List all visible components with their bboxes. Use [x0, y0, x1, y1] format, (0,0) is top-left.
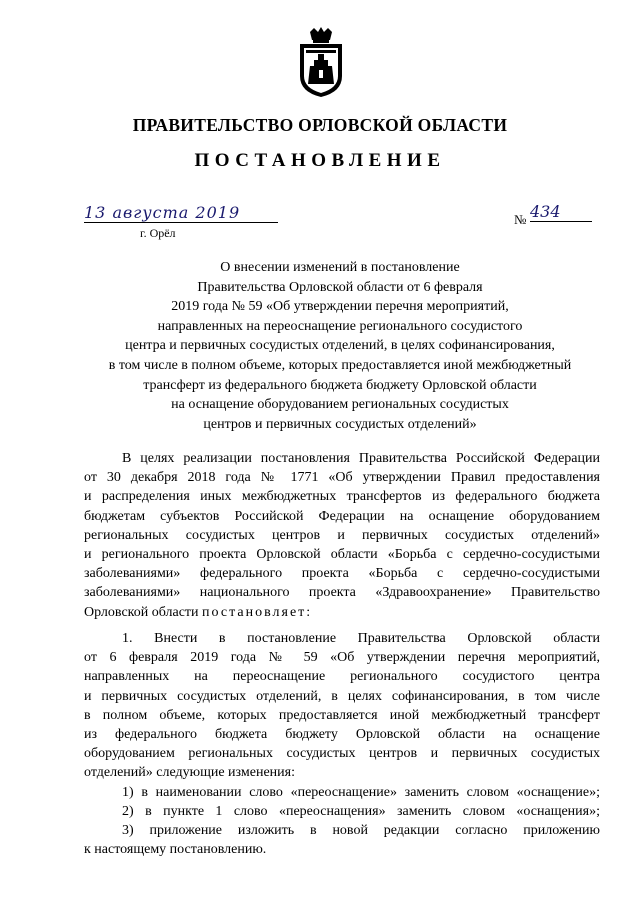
- item-1-paragraph: [84, 629, 600, 859]
- preamble-line: региональных сосудистых центров и первичных сосудистых отделений»: [84, 527, 600, 543]
- subject-line: в том числе в полном объеме, которых предоставляется иной межбюджетный: [108, 357, 572, 373]
- document-city: г. Орёл: [140, 226, 176, 240]
- preamble-line: [84, 603, 600, 622]
- item-line: в полном объеме, которых предоставляется иной межбюджетный трансферт: [84, 707, 600, 723]
- subject-line: центра и первичных сосудистых отделений, в целях софинансирования,: [125, 338, 555, 354]
- subject-line: центров и первичных сосудистых отделений»: [203, 416, 477, 432]
- subitem-2: 2) в пункте 1 слово «переоснащения» заменить словом «оснащения»;: [122, 803, 600, 819]
- document-date: 13 августа 2019: [84, 203, 278, 223]
- item-line: из федерального бюджета бюджету Орловской области на оснащение: [84, 726, 600, 742]
- subject-line: на оснащение оборудованием региональных сосудистых: [171, 397, 509, 413]
- preamble-line: и распределения иных межбюджетных трансфертов из федерального бюджета: [84, 489, 600, 505]
- item-line: отделений» следующие изменения:: [84, 765, 295, 781]
- subject-line: О внесении изменений в постановление: [220, 260, 460, 275]
- preamble-line: заболеваниями» национального проекта «Здравоохранение» Правительство: [84, 585, 600, 601]
- subject-line: направленных на переоснащение регионального сосудистого: [157, 318, 523, 334]
- preamble-line: и регионального проекта Орловской области «Борьба с сердечно-сосудистыми: [84, 546, 600, 562]
- subject-line: трансферт из федерального бюджета бюджету Орловской области: [143, 377, 537, 393]
- subitem-1: 1) в наименовании слово «переоснащение» заменить словом «оснащение»;: [122, 784, 600, 800]
- preamble-line: бюджетам субъектов Российской Федерации на оснащение оборудованием: [84, 508, 600, 524]
- item-line: 1. Внести в постановление Правительства Орловской области: [122, 631, 600, 646]
- document-subject: [60, 258, 620, 434]
- organization-title: ПРАВИТЕЛЬСТВО ОРЛОВСКОЙ ОБЛАСТИ: [132, 115, 508, 135]
- preamble-paragraph: [84, 449, 600, 622]
- subitem-3-continuation: к настоящему постановлению.: [84, 842, 267, 858]
- document-number: 434: [530, 202, 592, 222]
- document-number-label: №: [514, 212, 527, 227]
- preamble-line: В целях реализации постановления Правительства Российской Федерации: [122, 451, 600, 466]
- item-line: и первичных сосудистых отделений, в целях софинансирования, в том числе: [84, 688, 600, 704]
- item-line: оборудованием региональных сосудистых центров и первичных сосудистых: [84, 746, 600, 762]
- preamble-line: заболеваниями» федерального проекта «Борьба с сердечно-сосудистыми: [84, 566, 600, 582]
- decree-word: постановляет:: [202, 604, 313, 620]
- subitem-3: 3) приложение изложить в новой редакции согласно приложению: [122, 822, 600, 838]
- item-line: направленных на переоснащение регионального сосудистого центра: [84, 669, 600, 685]
- item-line: от 6 февраля 2019 года № 59 «Об утверждении перечня мероприятий,: [84, 650, 600, 666]
- subject-line: Правительства Орловской области от 6 февраля: [197, 279, 483, 295]
- subject-line: 2019 года № 59 «Об утверждении перечня мероприятий,: [171, 299, 509, 315]
- preamble-line: от 30 декабря 2018 года № 1771 «Об утверждении Правил предоставления: [84, 470, 600, 486]
- coat-of-arms-icon: [296, 26, 346, 98]
- preamble-last-text: Орловской области: [84, 604, 203, 620]
- document-type-title: ПОСТАНОВЛЕНИЕ: [194, 150, 446, 171]
